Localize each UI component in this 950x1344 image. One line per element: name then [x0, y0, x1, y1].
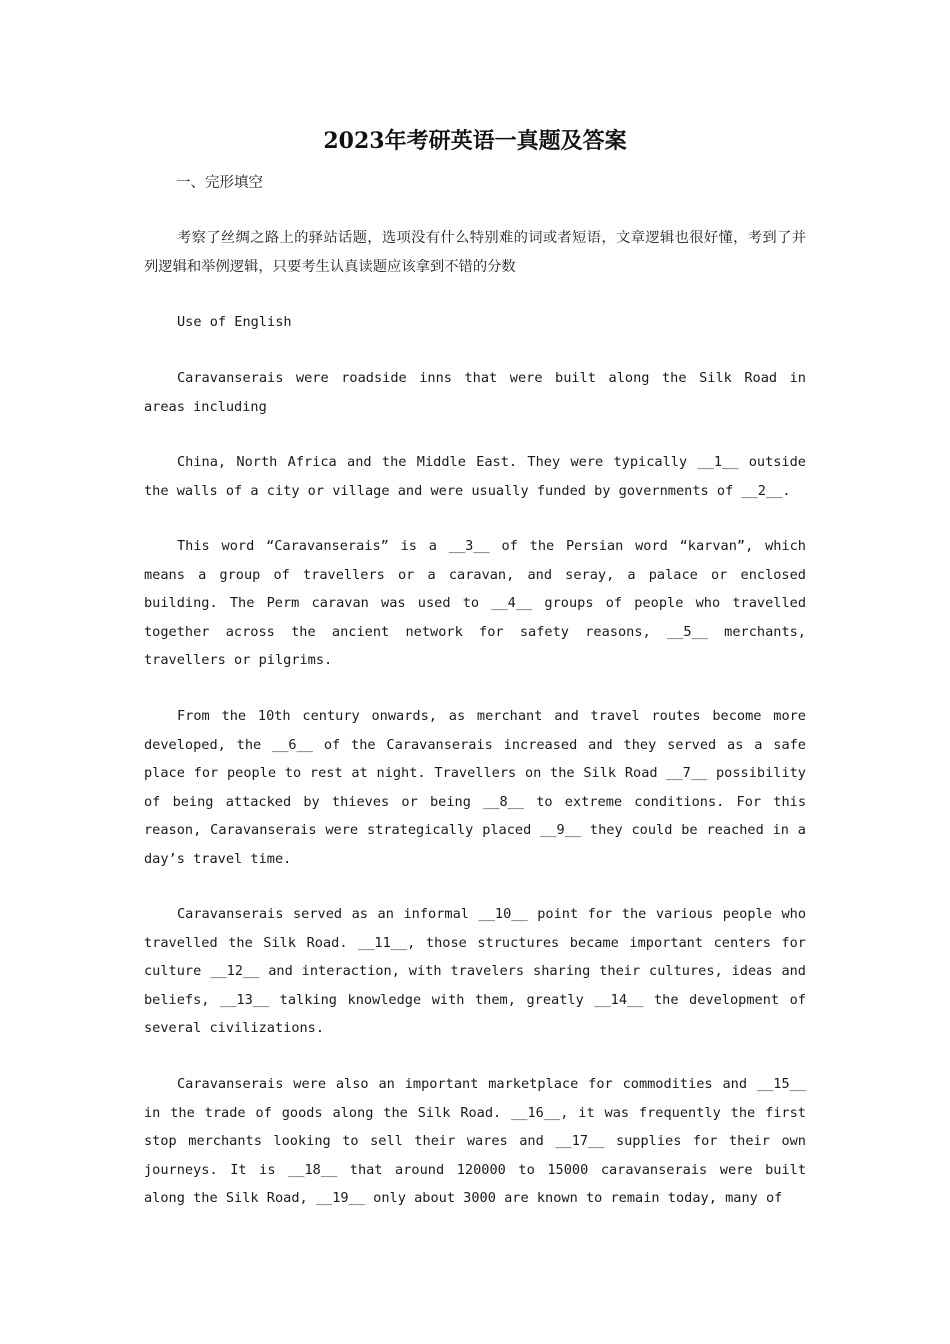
- passage-paragraph: From the 10th century onwards, as merchant and travel routes become more developed, the __6__ of the Caravanserais increased and they served as a safe place for people to rest at night. Travellers on the Silk Road __7__ possibility of being attacked by thieves or being __8__ to extreme conditions. For this reason, Caravanserais were strategically placed __9__ they could be reached in a day’s travel time.: [144, 708, 806, 867]
- passage-paragraph: Caravanserais served as an informal __10__ point for the various people who travelled the Silk Road. __11__, those structures became important centers for culture __12__ and interaction, with travelers sharing their cultures, ideas and beliefs, __13__ talking knowledge with them, greatly __14__ the development of several civilizations.: [144, 906, 806, 1037]
- passage-paragraph: Caravanserais were also an important marketplace for commodities and __15__ in the trade of goods along the Silk Road. __16__, it was frequently the first stop merchants looking to sell their wares and __17__ supplies for their own journeys. It is __18__ that around 120000 to 15000 caravanserais were built along the Silk Road, __19__ only about 3000 are known to remain today, many of: [144, 1076, 806, 1207]
- section-heading: 一、完形填空: [176, 175, 263, 191]
- page-title: 2023年考研英语一真题及答案: [323, 128, 627, 154]
- part-label: Use of English: [177, 314, 292, 330]
- passage-paragraph: China, North Africa and the Middle East. They were typically __1__ outside the walls of a city or village and were usually funded by governments of __2__.: [144, 454, 806, 499]
- intro-paragraph: 考察了丝绸之路上的驿站话题，选项没有什么特别难的词或者短语，文章逻辑也很好懂，考到了并列逻辑和举例逻辑，只要考生认真读题应该拿到不错的分数: [144, 230, 806, 275]
- passage-paragraph: Caravanserais were roadside inns that were built along the Silk Road in areas including: [144, 370, 806, 415]
- passage-paragraph: This word “Caravanserais” is a __3__ of the Persian word “karvan”, which means a group of travellers or a caravan, and seray, a palace or enclosed building. The Perm caravan was used to __4__ groups of people who travelled together across the ancient network for safety reasons, __5__ merchants, travellers or pilgrims.: [144, 538, 806, 669]
